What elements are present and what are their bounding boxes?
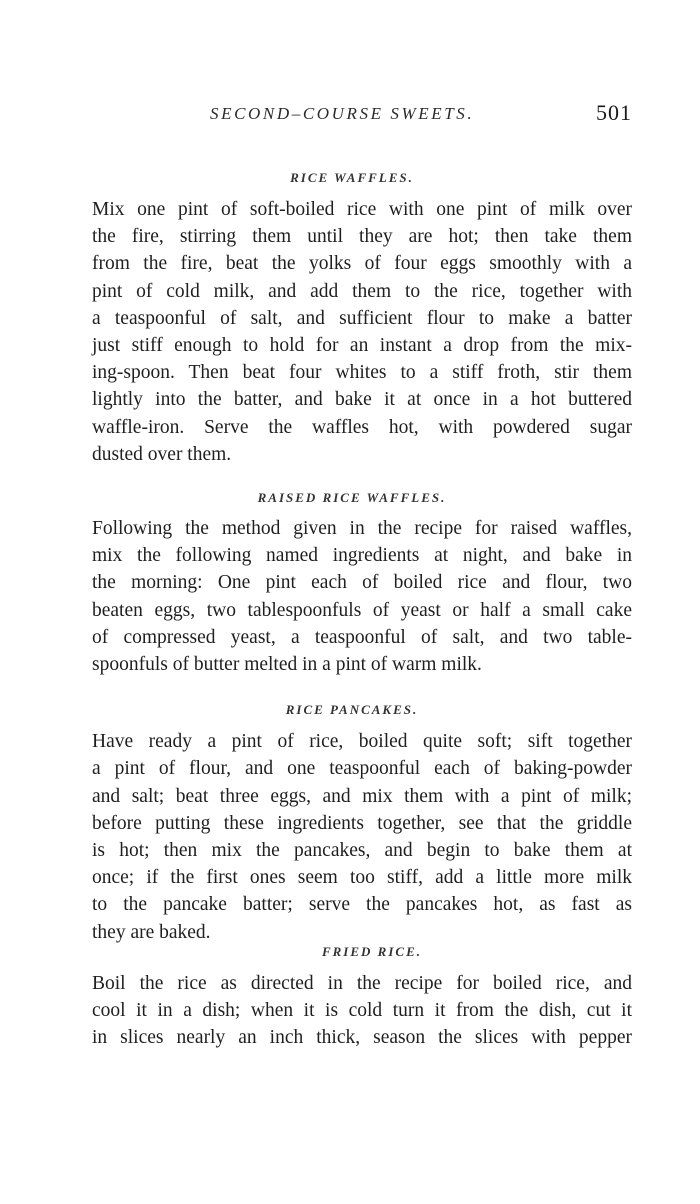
text-line: and salt; beat three eggs, and mix them with a pint of milk; xyxy=(92,785,632,807)
running-head xyxy=(72,100,632,136)
text-line: waffle-iron. Serve the waffles hot, with powdered sugar xyxy=(92,416,632,438)
text-line: of compressed yeast, a teaspoonful of salt, and two table- xyxy=(92,626,632,648)
text-line: dusted over them. xyxy=(92,443,232,465)
text-line: just stiff enough to hold for an instant a drop from the mix- xyxy=(92,335,632,357)
page-number: 501 xyxy=(596,100,632,125)
recipe-paragraph xyxy=(72,728,632,946)
text-line: is hot; then mix the pancakes, and begin to bake them at xyxy=(92,840,632,862)
text-line: to the pancake batter; serve the pancakes hot, as fast as xyxy=(92,894,632,916)
section-rice-waffles xyxy=(72,170,632,468)
text-line: pint of cold milk, and add them to the rice, together with xyxy=(92,280,632,302)
running-title: SECOND–COURSE SWEETS. xyxy=(210,104,475,123)
text-line: they are baked. xyxy=(92,921,211,943)
text-line: before putting these ingredients together, see that the griddle xyxy=(92,812,632,834)
section-raised-rice-waffles xyxy=(72,490,632,678)
book-page xyxy=(72,100,632,1051)
text-line: once; if the first ones seem too stiff, add a little more milk xyxy=(92,867,632,889)
text-line: ing-spoon. Then beat four whites to a stiff froth, stir them xyxy=(92,362,632,384)
section-fried-rice xyxy=(72,944,632,1052)
recipe-paragraph xyxy=(72,196,632,468)
text-line: Following the method given in the recipe for raised waffles, xyxy=(92,518,632,540)
section-heading: RICE PANCAKES. xyxy=(285,702,419,718)
text-line: the fire, stirring them until they are hot; then take them xyxy=(92,226,632,248)
text-line: beaten eggs, two tablespoonfuls of yeast or half a small cake xyxy=(92,599,632,621)
text-line: mix the following named ingredients at night, and bake in xyxy=(92,545,632,567)
section-rice-pancakes xyxy=(72,702,632,946)
text-line: the morning: One pint each of boiled rice and flour, two xyxy=(92,572,632,594)
text-line: Boil the rice as directed in the recipe for boiled rice, and xyxy=(92,972,632,994)
text-line: Have ready a pint of rice, boiled quite soft; sift together xyxy=(92,731,632,753)
text-line: cool it in a dish; when it is cold turn it from the dish, cut it xyxy=(92,1000,632,1022)
recipe-paragraph xyxy=(72,970,632,1052)
section-heading: RAISED RICE WAFFLES. xyxy=(257,490,447,506)
text-line: Mix one pint of soft-boiled rice with one pint of milk over xyxy=(92,199,632,220)
text-line: a pint of flour, and one teaspoonful each of baking-powder xyxy=(92,758,632,780)
section-heading: RICE WAFFLES. xyxy=(290,170,414,185)
text-line: a teaspoonful of salt, and sufficient flour to make a batter xyxy=(92,307,632,329)
text-line: lightly into the batter, and bake it at once in a hot buttered xyxy=(92,389,632,411)
recipe-paragraph xyxy=(72,515,632,678)
text-line: spoonfuls of butter melted in a pint of warm milk. xyxy=(92,654,482,676)
text-line: in slices nearly an inch thick, season the slices with pepper xyxy=(92,1027,632,1049)
text-line: from the fire, beat the yolks of four eggs smoothly with a xyxy=(92,253,632,275)
section-heading: FRIED RICE. xyxy=(321,943,423,959)
